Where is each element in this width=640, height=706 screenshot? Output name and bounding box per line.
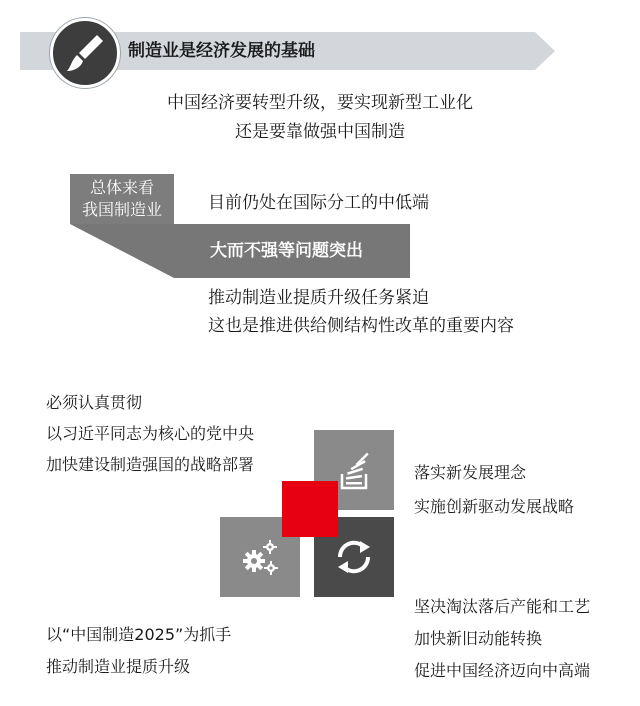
subtitle-line-1: 中国经济要转型升级，要实现新型工业化 (167, 93, 473, 113)
overview-line-4: 这也是推进供给侧结构性改革的重要内容 (208, 316, 514, 336)
bottom-left-line-2: 推动制造业提质升级 (46, 657, 191, 676)
highlight-text: 大而不强等问题突出 (210, 241, 363, 261)
header-title: 制造业是经济发展的基础 (128, 41, 315, 61)
right-bottom-line-2: 加快新旧动能转换 (414, 629, 543, 648)
right-top-line-2: 实施创新驱动发展战略 (414, 497, 575, 516)
overview-line-1: 目前仍处在国际分工的中低端 (208, 193, 429, 213)
left-text-line-2: 以习近平同志为核心的党中央 (46, 424, 255, 443)
tile-center-red (282, 481, 338, 537)
left-text-line-1: 必须认真贯彻 (46, 393, 143, 412)
right-top-line-1: 落实新发展理念 (414, 463, 527, 482)
bottom-left-line-1: 以“中国制造2025”为抓手 (46, 625, 232, 644)
overview-label-line-1: 总体来看 (89, 178, 154, 197)
left-text-line-3: 加快建设制造强国的战略部署 (46, 455, 255, 474)
subtitle-line-2: 还是要靠做强中国制造 (235, 122, 405, 142)
overview-line-3: 推动制造业提质升级任务紧迫 (208, 288, 429, 308)
right-bottom-line-3: 促进中国经济迈向中高端 (414, 661, 591, 680)
overview-label-line-2: 我国制造业 (81, 200, 162, 219)
paintbrush-icon (50, 18, 120, 88)
right-bottom-line-1: 坚决淘汰落后产能和工艺 (414, 597, 591, 616)
